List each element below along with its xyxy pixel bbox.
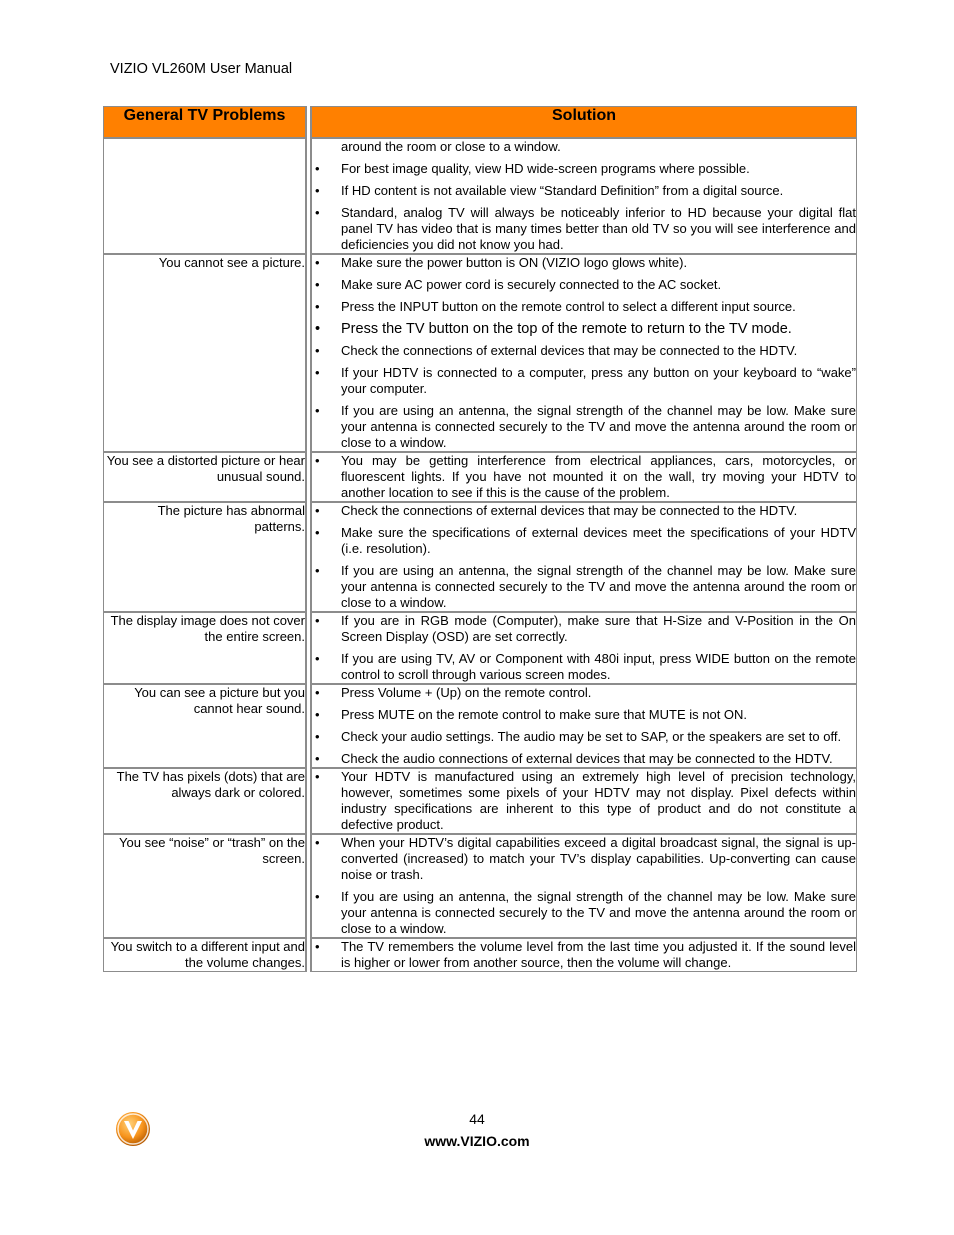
solution-text: Make sure AC power cord is securely connected to the AC socket. (341, 277, 722, 292)
bullet-icon: • (315, 613, 320, 628)
bullet-icon: • (315, 403, 320, 418)
table-row (103, 768, 857, 834)
bullet-icon: • (315, 205, 320, 220)
bullet-icon: • (315, 321, 321, 337)
solution-text: Press the TV button on the top of the remote to return to the TV mode. (341, 321, 792, 337)
solution-item (312, 255, 856, 271)
solution-item (312, 403, 856, 451)
problem-cell: You can see a picture but you cannot hear sound. (103, 684, 306, 768)
document-title: VIZIO VL260M User Manual (110, 61, 293, 77)
solution-item (312, 729, 856, 745)
solution-list (312, 255, 856, 451)
bullet-icon: • (315, 277, 320, 292)
solution-list (312, 453, 856, 501)
problem-cell: You switch to a different input and the volume changes. (103, 938, 306, 972)
page-number: 44 (469, 1111, 485, 1127)
problem-cell: You see “noise” or “trash” on the screen. (103, 834, 306, 938)
solution-item (312, 889, 856, 937)
solution-cell (311, 684, 857, 768)
solution-item (312, 343, 856, 359)
solution-text: Check the connections of external devices that may be connected to the HDTV. (341, 343, 798, 358)
solution-item (312, 277, 856, 293)
solution-item (312, 205, 856, 253)
solution-cell (311, 502, 857, 612)
solution-item (312, 707, 856, 723)
solution-item (312, 685, 856, 701)
bullet-icon: • (315, 751, 320, 766)
solution-text: Make sure the power button is ON (VIZIO logo glows white). (341, 255, 688, 270)
table-row (103, 254, 857, 452)
problem-cell: You cannot see a picture. (103, 254, 306, 452)
solution-continuation: around the room or close to a window. (341, 139, 561, 154)
solution-item (312, 563, 856, 611)
solution-item (312, 453, 856, 501)
bullet-icon: • (315, 343, 320, 358)
bullet-icon: • (315, 255, 320, 270)
problem-cell: You see a distorted picture or hear unusual sound. (103, 452, 306, 502)
solution-cell (311, 834, 857, 938)
solution-item (312, 751, 856, 767)
bullet-icon: • (315, 453, 320, 468)
solution-text: If you are using an antenna, the signal strength of the channel may be low. Make sure your antenna is connected securely to the TV and move the antenna around the room or close to a window. (341, 403, 856, 450)
problem-cell (103, 138, 306, 254)
table-row (103, 138, 857, 254)
solution-list (312, 769, 856, 833)
solution-item (312, 769, 856, 833)
table-row (103, 834, 857, 938)
bullet-icon: • (315, 503, 320, 518)
bullet-icon: • (315, 299, 320, 314)
solution-cell (311, 768, 857, 834)
solution-text: Your HDTV is manufactured using an extremely high level of precision technology, however, sometimes some pixels of your HDTV may not display. Pixel defects within industry specifications are inherent to this type of product and do not constitute a defective product. (341, 769, 856, 832)
solution-list (312, 613, 856, 683)
table-row (103, 502, 857, 612)
solution-text: Check your audio settings. The audio may be set to SAP, or the speakers are set to off. (341, 729, 842, 744)
header-solution: Solution (311, 106, 857, 138)
solution-item (312, 299, 856, 315)
solution-text: Press MUTE on the remote control to make sure that MUTE is not ON. (341, 707, 748, 722)
solution-cell (311, 138, 857, 254)
solution-item (312, 183, 856, 199)
solution-text: Press the INPUT button on the remote control to select a different input source. (341, 299, 796, 314)
table-header-row (103, 106, 857, 138)
bullet-icon: • (315, 651, 320, 666)
solution-text: If you are using TV, AV or Component with 480i input, press WIDE button on the remote control to scroll through various screen modes. (341, 651, 856, 682)
bullet-icon: • (315, 365, 320, 380)
solution-text: If you are in RGB mode (Computer), make sure that H-Size and V-Position in the On Screen Display (OSD) are set correctly. (341, 613, 856, 644)
solution-item (312, 651, 856, 683)
solution-text: Press Volume + (Up) on the remote control. (341, 685, 592, 700)
troubleshooting-table (103, 106, 857, 972)
bullet-icon: • (315, 525, 320, 540)
solution-text: Make sure the specifications of external devices meet the specifications of your HDTV (i.e. resolution). (341, 525, 856, 556)
solution-item (312, 835, 856, 883)
solution-text: If you are using an antenna, the signal strength of the channel may be low. Make sure your antenna is connected securely to the TV and move the antenna around the room or close to a window. (341, 563, 856, 610)
bullet-icon: • (315, 707, 320, 722)
solution-list (312, 835, 856, 937)
solution-cell (311, 254, 857, 452)
bullet-icon: • (315, 563, 320, 578)
solution-text: If your HDTV is connected to a computer, press any button on your keyboard to “wake” your computer. (341, 365, 856, 396)
solution-list (312, 685, 856, 767)
solution-item (312, 613, 856, 645)
solution-text: Check the audio connections of external devices that may be connected to the HDTV. (341, 751, 833, 766)
solution-item (312, 161, 856, 177)
table-row (103, 612, 857, 684)
bullet-icon: • (315, 161, 320, 176)
solution-text: The TV remembers the volume level from the last time you adjusted it. If the sound level is higher or lower from another source, then the volume will change. (341, 939, 856, 970)
solution-text: When your HDTV’s digital capabilities exceed a digital broadcast signal, the signal is up-converted (increased) to match your TV’s display capabilities. Up-converting can cause noise or trash. (341, 835, 856, 882)
solution-item (312, 939, 856, 971)
solution-list (312, 939, 856, 971)
bullet-icon: • (315, 729, 320, 744)
solution-item (312, 525, 856, 557)
solution-list (312, 139, 856, 253)
solution-item (312, 321, 856, 337)
bullet-icon: • (315, 835, 320, 850)
solution-cell (311, 612, 857, 684)
table-row (103, 938, 857, 972)
table-row (103, 684, 857, 768)
bullet-icon: • (315, 889, 320, 904)
solution-text: You may be getting interference from electrical appliances, cars, motorcycles, or fluorescent lights. If you have not mounted it on the wall, try moving your HDTV to another location to see if this is the cause of the problem. (341, 453, 856, 500)
problem-cell: The display image does not cover the entire screen. (103, 612, 306, 684)
solution-text: Standard, analog TV will always be noticeably inferior to HD because your digital flat panel TV has video that is many times better than old TV so you will see interference and deficiencies you did not know you had. (341, 205, 856, 252)
solution-text: Check the connections of external devices that may be connected to the HDTV. (341, 503, 798, 518)
solution-cell (311, 452, 857, 502)
bullet-icon: • (315, 939, 320, 954)
header-problems: General TV Problems (103, 106, 306, 138)
problem-cell: The picture has abnormal patterns. (103, 502, 306, 612)
table-row (103, 452, 857, 502)
solution-list (312, 503, 856, 611)
bullet-icon: • (315, 769, 320, 784)
solution-item (312, 503, 856, 519)
problem-cell: The TV has pixels (dots) that are always dark or colored. (103, 768, 306, 834)
solution-text: If HD content is not available view “Standard Definition” from a digital source. (341, 183, 784, 198)
solution-item (312, 365, 856, 397)
solution-text: For best image quality, view HD wide-screen programs where possible. (341, 161, 750, 176)
bullet-icon: • (315, 183, 320, 198)
solution-cell (311, 938, 857, 972)
solution-text: If you are using an antenna, the signal strength of the channel may be low. Make sure your antenna is connected securely to the TV and move the antenna around the room or close to a window. (341, 889, 856, 936)
footer-url: www.VIZIO.com (424, 1133, 530, 1149)
bullet-icon: • (315, 685, 320, 700)
table-body (103, 138, 857, 972)
